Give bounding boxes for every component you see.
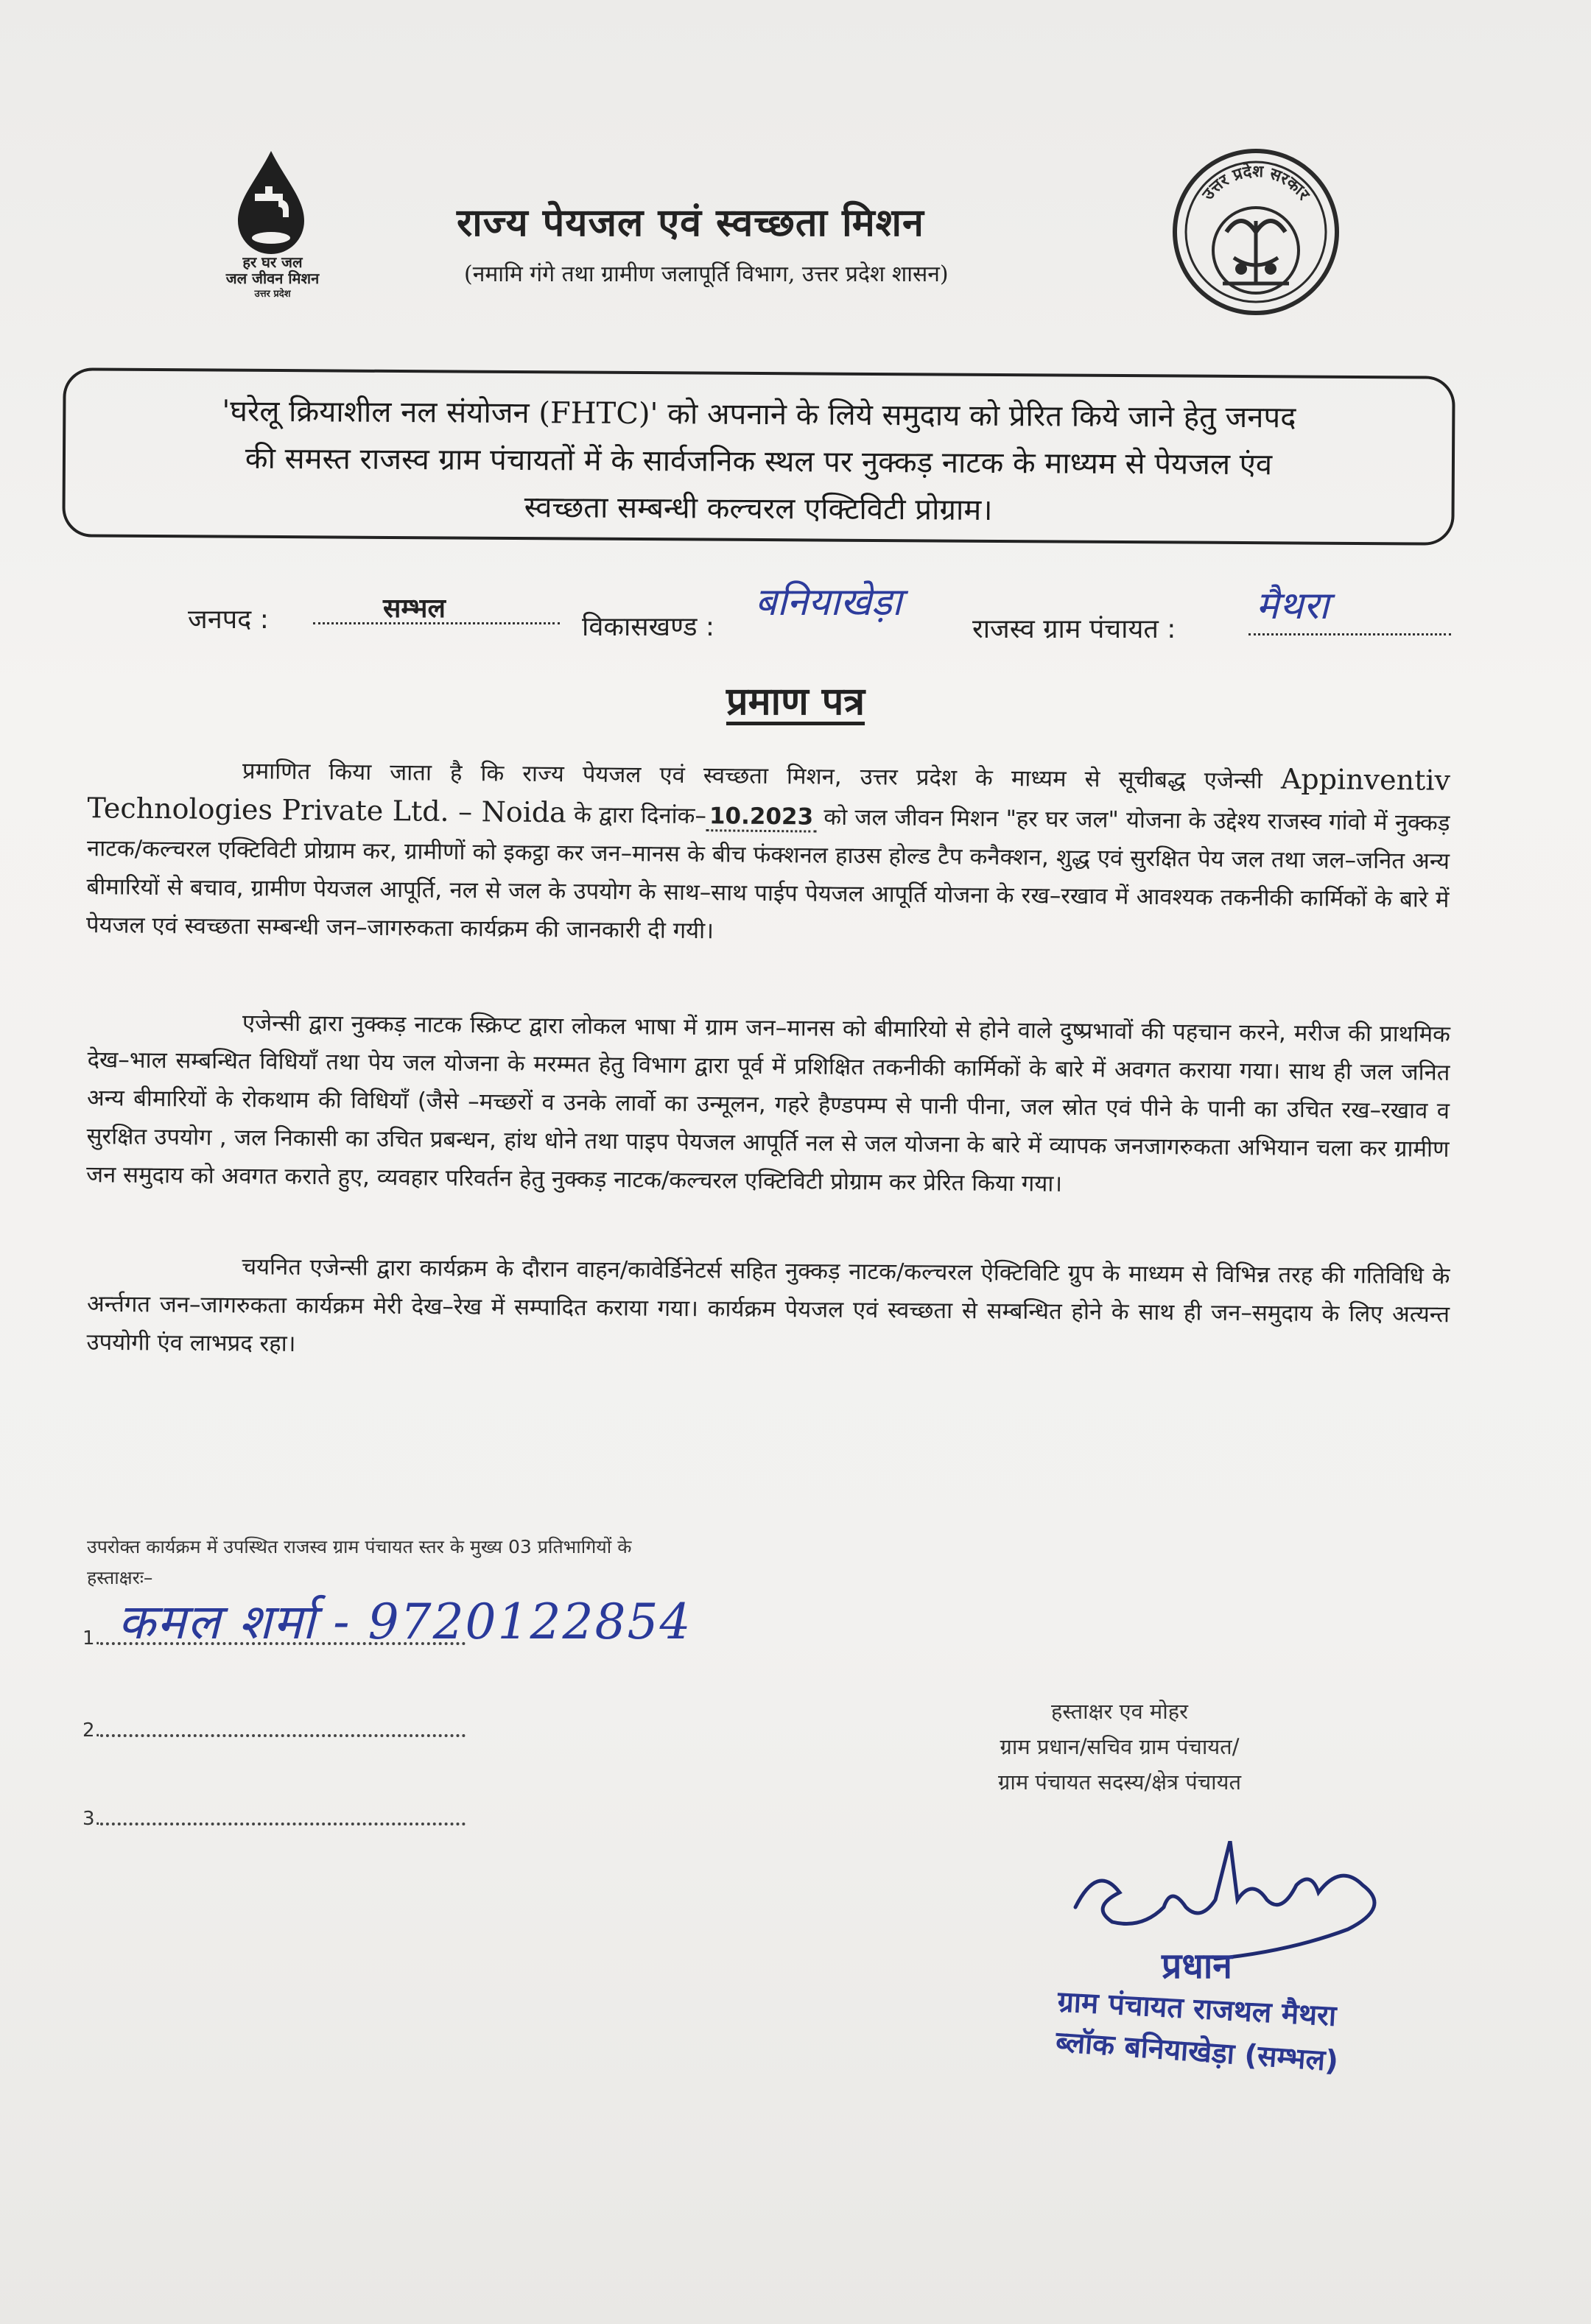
p3-text: चयनित एजेन्सी द्वारा कार्यक्रम के दौरान वाहन/कावेर्डिनेटर्स सहित नुक्कड़ नाटक/कल्चरल ऐक्टिविटि ग्रुप के माध्यम से विभिन्न तरह की गतिविधि के अर्न्तगत जन–जागरुकता कार्यक्रम मेरी देख–रेख में सम्पादित कराया गया। कार्यक्रम पेयजल एवं स्वच्छता से सम्बन्धित होने के साथ ही जन–समुदाय के लिए अत्यन्त उपयोगी एंव लाभप्रद रहा। bbox=[86, 1253, 1450, 1357]
block-value-handwritten: बनियाखेड़ा bbox=[755, 580, 902, 624]
participant-3-number: 3. bbox=[82, 1808, 101, 1830]
signatory-line1: हस्ताक्षर एव मोहर bbox=[1050, 1699, 1189, 1724]
logo-caption-line2: जल जीवन मिशन bbox=[225, 270, 320, 287]
subject-box bbox=[62, 367, 1455, 546]
participant-1-number: 1. bbox=[82, 1627, 101, 1649]
logo-caption-line1: हर घर जल bbox=[242, 253, 303, 271]
subject-line2: की समस्त राजस्व ग्राम पंचायतों में के सार्वजनिक स्थल पर नुक्कड़ नाटक के माध्यम से पेयजल एंव bbox=[245, 441, 1273, 482]
p2-text: एजेन्सी द्वारा नुक्कड़ नाटक स्क्रिप्ट द्वारा लोकल भाषा में ग्राम जन–मानस को बीमारियो से होने वाले दुष्प्रभावों की पहचान करने, मरीज की प्राथमिक देख–भाल सम्बन्धित विधियाँ तथा पेय जल योजना के मरम्मत हेतु विभाग द्वारा पूर्व में प्रशिक्षित तकनीकी कार्मिकों के बारे में अवगत कराया गया। साथ ही जल जनित अन्य बीमारियों के रोकथाम की विधियाँ (जैसे –मच्छरों व उनके लार्वो का उन्मूलन, गहरे हैण्डपम्प से पानी पीना, जल स्रोत एवं पीने के पानी का उचित रख–रखाव व सुरक्षित उपयोग , जल निकासी का उचित प्रबन्धन, हांथ धोने तथा पाइप पेयजल आपूर्ति नल से जल योजना के बारे में व्यापक जनजागरुकता अभियान चला कर ग्रामीण जन समुदाय को अवगत कराते हुए, व्यवहार परिवर्तन हेतु नुक्कड़ नाटक/कल्चरल एक्टिविटी प्रोग्राम कर प्रेरित किया गया। bbox=[85, 1010, 1451, 1197]
water-drop-tap-icon bbox=[234, 151, 308, 254]
seal-text: उत्तर प्रदेश सरकार bbox=[1198, 162, 1313, 204]
panchayat-value-handwritten: मैथरा bbox=[1256, 584, 1330, 628]
subject-line3: स्वच्छता सम्बन्धी कल्चरल एक्टिविटी प्रोग्राम। bbox=[524, 490, 993, 527]
body-paragraph-3 bbox=[86, 1247, 1450, 1373]
signatory-line3: ग्राम पंचायत सदस्य/क्षेत्र पंचायत bbox=[997, 1770, 1242, 1795]
jal-jeevan-mission-logo bbox=[199, 151, 346, 320]
subject-line1: 'घरेलू क्रियाशील नल संयोजन (FHTC)' को अपनाने के लिये समुदाय को प्रेरित किये जाने हेतु जनपद bbox=[222, 394, 1296, 435]
location-row bbox=[188, 582, 1455, 648]
stamp-line2: ग्राम पंचायत राजथल मैथरा bbox=[1056, 1985, 1338, 2033]
signatory-line2: ग्राम प्रधान/सचिव ग्राम पंचायत/ bbox=[1000, 1734, 1240, 1759]
district-value: सम्भल bbox=[383, 594, 446, 624]
body-paragraph-1 bbox=[86, 748, 1450, 957]
participant-line-1 bbox=[82, 1620, 466, 1649]
block-label: विकासखण्ड : bbox=[582, 612, 715, 642]
signatory-block bbox=[935, 1694, 1304, 1800]
participant-1-handwritten: कमल शर्मा - 9720122854 bbox=[118, 1594, 692, 1650]
stamp-line1: प्रधान bbox=[1162, 1946, 1232, 1987]
participants-label-line1: उपरोक्त कार्यक्रम में उपस्थित राजस्व ग्राम पंचायत स्तर के मुख्य 03 प्रतिभागियों के bbox=[87, 1536, 632, 1557]
header-title: राज्य पेयजल एवं स्वच्छता मिशन bbox=[457, 200, 924, 245]
stamp-line3: ब्लॉक बनियाखेड़ा (सम्भल) bbox=[1054, 2025, 1340, 2079]
up-government-seal-icon bbox=[1171, 147, 1341, 317]
participants-label-line2: हस्ताक्षरः– bbox=[87, 1567, 153, 1588]
participant-line-2 bbox=[82, 1712, 466, 1742]
participant-2-number: 2. bbox=[82, 1719, 101, 1742]
body-paragraph-2 bbox=[86, 1002, 1450, 1207]
participant-line-3 bbox=[82, 1800, 466, 1830]
p1-text-b: के द्वारा दिनांक– bbox=[573, 801, 707, 830]
certificate-title: प्रमाण पत्र bbox=[726, 680, 865, 724]
logo-caption bbox=[199, 254, 346, 303]
logo-caption-line3: उत्तर प्रदेश bbox=[254, 289, 291, 300]
header-subtitle: (नमामि गंगे तथा ग्रामीण जलापूर्ति विभाग, उत्तर प्रदेश शासन) bbox=[464, 261, 949, 287]
pradhan-stamp bbox=[983, 1944, 1411, 2079]
district-label: जनपद : bbox=[188, 605, 269, 635]
program-date: 10.2023 bbox=[706, 803, 817, 832]
participants-label bbox=[87, 1532, 897, 1594]
p1-text-c: को जल जीवन मिशन "हर घर जल" योजना के उद्देश्य राजस्व गांवो में नुक्कड़ नाटक/कल्चरल एक्टिविटी प्रोग्राम कर, ग्रामीणों को इकट्ठा कर जन–मानस के बीच फंक्शनल हाउस होल्ड टैप कनैक्शन, शुद्ध एवं सुरक्षित पेय जल तथा जल–जनित अन्य बीमारियों से बचाव, ग्रामीण पेयजल आपूर्ति, नल से जल के उपयोग के साथ–साथ पाईप पेयजल आपूर्ति योजना के रख–रखाव में आवश्यक तकनीकी कार्मिकों के बारे में पेयजल एवं स्वच्छता सम्बन्धी जन–जागरुकता कार्यक्रम की जानकारी दी गयी। bbox=[85, 803, 1450, 945]
panchayat-label: राजस्व ग्राम पंचायत : bbox=[972, 614, 1176, 644]
p1-text-a: प्रमाणित किया जाता है कि राज्य पेयजल एवं स्वच्छता मिशन, उत्तर प्रदेश के माध्यम से सूचीबद्ध एजेन्सी bbox=[242, 758, 1263, 795]
panchayat-dotted-line bbox=[1248, 633, 1451, 635]
agency-name: Appinventiv Technologies Private Ltd. – Noida bbox=[87, 762, 1451, 829]
